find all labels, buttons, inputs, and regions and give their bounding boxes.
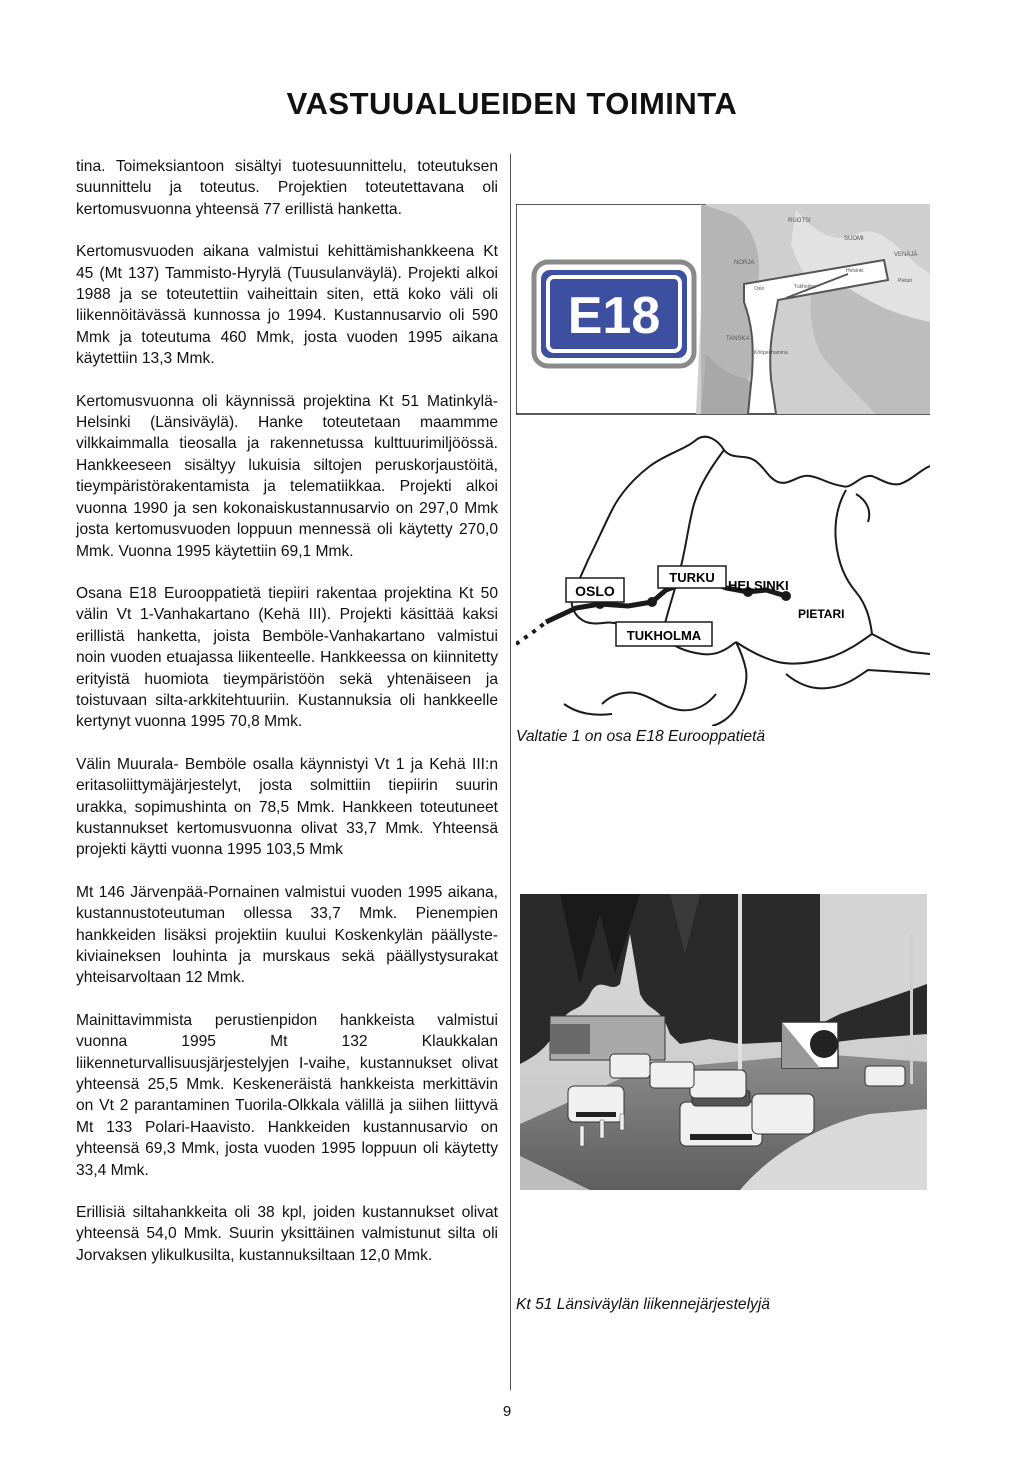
city-label-oslo: OSLO <box>575 583 615 599</box>
paragraph: Kertomusvuoden aikana valmistui kehittämishankkeena Kt 45 (Mt 137) Tammisto-Hyrylä (Tuusulanväylä). Projekti alkoi 1988 ja se toteutettiin vaiheittain siten, että koko väli oli liikennöitävässä kunnossa jo 1994. Kustannusarvio oli 590 Mmk ja toteutuma 460 Mmk, josta vuoden 1995 aikana käytettiin 13,3 Mmk. <box>76 243 498 368</box>
inset-label-pietari: Pietari <box>898 278 913 284</box>
inset-label-helsinki: Helsinki <box>846 268 864 274</box>
photo-figure-caption: Kt 51 Länsiväylän liikennejärjestelyjä <box>516 1296 770 1313</box>
paragraph: Mainittavimmista perustienpidon hankkeista valmistui vuonna 1995 Mt 132 Klaukkalan liikenneturvallisuusjärjestelyjen I-vaihe, kustannukset olivat yhteensä 25,5 Mmk. Keskeneräistä hankkeista merkittävin on Vt 2 parantaminen Tuorila-Olkkala välillä ja siihen liittyvä Mt 133 Polari-Haavisto. Hankkeiden kustannusarvio on yhteensä 69,3 Mmk, josta vuoden 1995 loppuun oli käytetty 33,4 Mmk. <box>76 1011 498 1179</box>
city-label-pietari: PIETARI <box>798 607 845 621</box>
inset-label-venaja: VENÄJÄ <box>894 252 918 258</box>
inset-map <box>696 204 930 414</box>
e18-sign-text: E18 <box>567 287 661 345</box>
column-divider <box>510 154 511 1390</box>
paragraph: Mt 146 Järvenpää-Pornainen valmistui vuoden 1995 aikana, kustannustoteutuman ollessa 33,7 Mmk. Pienempien hankkeiden lisäksi projektiin kuului Koskenkylän päällyste- kiviaineksen louhinta ja murskaus sekä päällystysurakat yhteisarvoltaan 12 Mmk. <box>76 883 498 987</box>
inset-label-oslo: Oslo <box>754 286 765 292</box>
inset-label-tanska: TANSKA <box>726 336 750 342</box>
paragraph: Erillisiä siltahankkeita oli 38 kpl, joiden kustannukset olivat yhteensä 54,0 Mmk. Suurin yksittäinen valmistunut silta oli Jorvaksen ylikulkusilta, kustannuksiltaan 12,0 Mmk. <box>76 1204 498 1264</box>
paragraph: Välin Muurala- Bemböle osalla käynnistyi Vt 1 ja Kehä III:n eritasoliittymäjärjestelyt, josta solmittiin tiepiirin suurin urakka, sopimushinta on 78,5 Mmk. Hankkeen toteutuneet kustannukset kertomusvuonna olivat 33,7 Mmk. Yhteensä projekti käytti vuonna 1995 103,5 Mmk <box>76 755 498 859</box>
body-text-column <box>76 156 498 1266</box>
traffic-photo-figure <box>520 894 927 1190</box>
paragraph: Osana E18 Eurooppatietä tiepiiri rakentaa projektina Kt 50 välin Vt 1-Vanhakartano (Kehä III). Projekti käsittää kaksi erillistä hanketta, joista Bemböle-Vanhakartano valmistui noin vuoden etuajassa liikenteelle. Hankkeessa on kiinnitetty erityistä huomiota tieympäristöön sekä yhtenäiseen ja toistuvaan silta-arkkitehtuuriin. Kustannuksia oli hankkeelle kertynyt vuonna 1995 70,8 Mmk. <box>76 584 498 731</box>
page-title: VASTUUALUEIDEN TOIMINTA <box>286 86 738 121</box>
map-figure-caption: Valtatie 1 on osa E18 Eurooppatietä <box>516 728 766 745</box>
paragraph: Kertomusvuonna oli käynnissä projektina Kt 51 Matinkylä-Helsinki (Länsiväylä). Hanke toteutetaan maammme vilkkaimmalla tieosalla ja rakennetussa kulttuurimiljöössä. Hankkeeseen sisältyy lukuisia siltojen peruskorjaustöitä, tieympäristörakentamista ja telematiikkaa. Projekti alkoi vuonna 1990 ja sen kokonaiskustannusarvio on 297,0 Mmk josta kertomusvuoden loppuun mennessä oli käytetty 270,0 Mmk. Vuonna 1995 käytettiin 69,1 Mmk. <box>76 392 498 560</box>
e18-road-sign <box>534 262 694 366</box>
e18-map-figure <box>516 204 930 726</box>
city-label-helsinki: HELSINKI <box>728 578 789 593</box>
city-label-tukholma: TUKHOLMA <box>626 628 702 643</box>
paragraph: tina. Toimeksiantoon sisältyi tuotesuunnittelu, toteutuksen suunnittelu ja toteutus. Projektien toteutettavana oli kertomusvuonna yhteensä 77 erillistä hanketta. <box>76 158 498 218</box>
e18-map-illustration <box>516 204 930 726</box>
inset-label-koopenhamina: Kööpenhamina <box>754 350 788 356</box>
inset-label-ruotsi: RUOTSI <box>788 218 811 224</box>
inset-label-suomi: SUOMI <box>844 236 864 242</box>
tukholma-marker <box>647 597 657 607</box>
inset-label-tukholma: Tukholma <box>794 284 816 290</box>
inset-label-norja: NORJA <box>734 260 755 266</box>
page-number: 9 <box>502 1403 512 1420</box>
city-label-turku: TURKU <box>669 570 715 585</box>
traffic-photo <box>520 894 927 1190</box>
